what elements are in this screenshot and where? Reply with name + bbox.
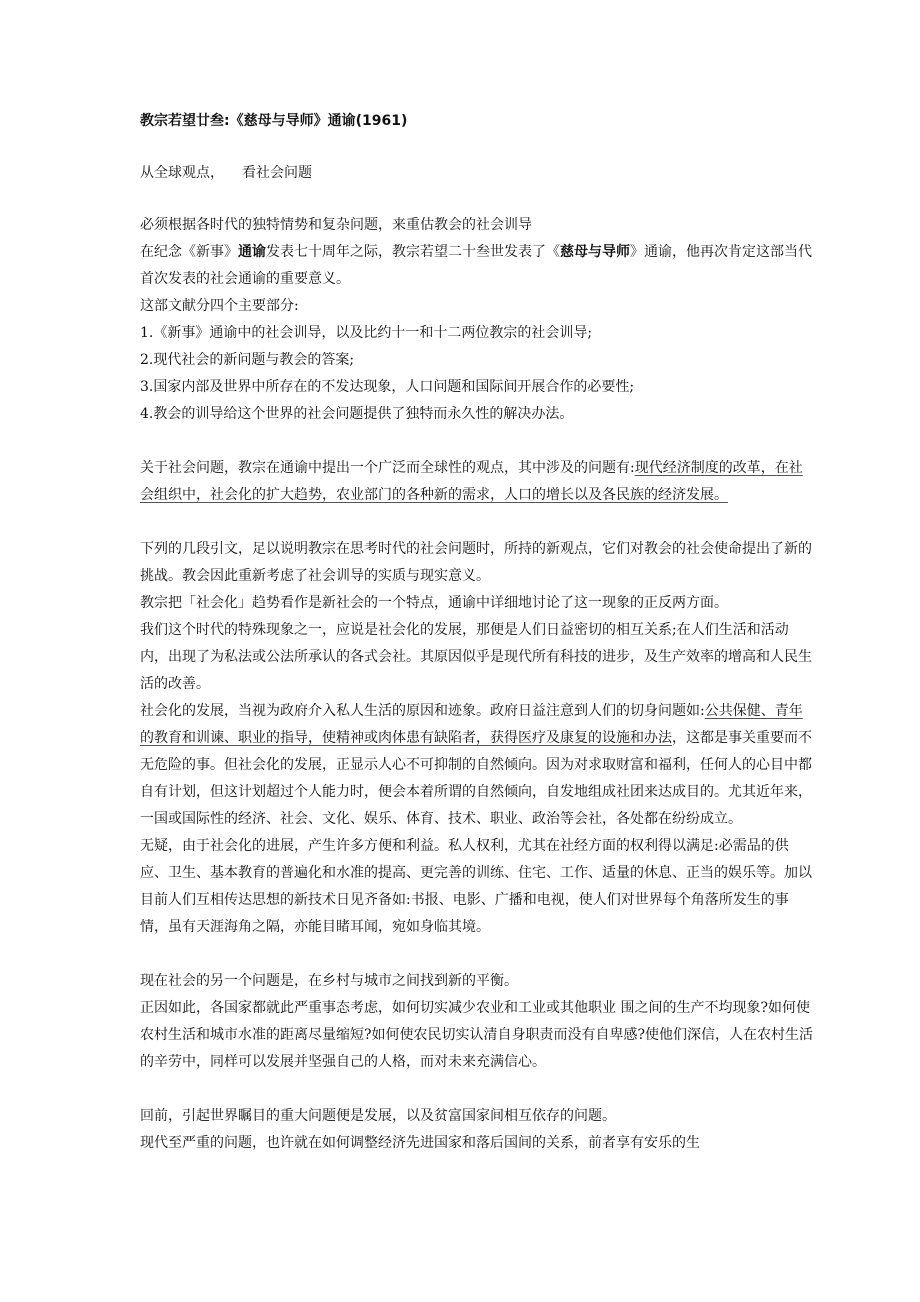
socialization-section [140, 536, 815, 941]
document-subtitle [140, 160, 815, 186]
document-title: 教宗若望廿叁:《慈母与导师》通谕(1961) [140, 113, 408, 129]
development-lead: 回前，引起世界瞩目的重大问题便是发展，以及贫富国家间相互依存的问题。 [140, 1108, 616, 1124]
subtitle-part-1: 从全球观点， [140, 165, 224, 181]
document-page [140, 108, 815, 1157]
subtitle-part-2: 看社会问题 [242, 165, 312, 181]
socialization-phenomenon: 我们这个时代的特殊现象之一，应说是社会化的发展，那便是人们日益密切的相互关系;在人们生活和活动内，出现了为私法或公法所承认的各式会社。其原因似乎是现代所有科技的进步，及生产效率的增高和人民生活的改善。 [140, 622, 812, 692]
underlined-services: 公共保健、青年的教育和训谏、职业的指导，使精神或肉体患有缺陷者，获得医疗及康复的设施和办法 [140, 703, 803, 746]
list-item: 1.《新事》通谕中的社会训导，以及比约十一和十二两位教宗的社会训导; [140, 325, 593, 341]
global-view-paragraph: 关于社会问题，教宗在通谕中提出一个广泛而全球性的观点，其中涉及的问题有:现代经济制度的改革，在社会组织中，社会化的扩大趋势，农业部门的各种新的需求，人口的增长以及各民族的经济发展。 [140, 460, 803, 503]
intro-section [140, 212, 815, 428]
underlined-topics: 现代经济制度的改革，在社会组织中，社会化的扩大趋势，农业部门的各种新的需求，人口的增长以及各民族的经济发展。 [140, 460, 803, 503]
citations-paragraph: 下列的几段引文，足以说明教宗在思考时代的社会问题时，所持的新观点，它们对教会的社会使命提出了新的挑战。教会因此重新考虑了社会训导的实质与现实意义。 [140, 541, 812, 584]
intro-heading: 必须根据各时代的独特情势和复杂问题，来重估教会的社会训导 [140, 217, 532, 233]
rural-urban-section [140, 968, 815, 1076]
intro-paragraph: 在纪念《新事》通谕发表七十周年之际，教宗若望二十叁世发表了《慈母与导师》通谕，他再次肯定这部当代首次发表的社会通谕的重要意义。 [140, 244, 812, 287]
development-paragraph: 现代至严重的问题，也许就在如何调整经济先进国家和落后国间的关系，前者享有安乐的生 [140, 1135, 700, 1151]
socialization-intro: 教宗把「社会化」趋势看作是新社会的一个特点，通谕中详细地讨论了这一现象的正反两方面。 [140, 595, 728, 611]
intro-parts-lead: 这部文献分四个主要部分: [140, 298, 299, 314]
rural-urban-paragraph: 正因如此，各国家都就此严重事态考虑，如何切实减少农业和工业或其他职业 围之间的生产不均现象?如何使农村生活和城市水准的距离尽量缩短?如何使农民切实认清自身职责而没有自卑感?使他们深信，人在农村生活的辛劳中，同样可以发展并坚强自己的人格，而对未来充满信心。 [140, 1000, 814, 1070]
rural-urban-lead: 现在社会的另一个问题是，在乡村与城市之间找到新的平衡。 [140, 973, 518, 989]
list-item: 4.教会的训导给这个世界的社会问题提供了独特而永久性的解决办法。 [140, 406, 574, 422]
list-item: 3.国家内部及世界中所存在的不发达现象，人口问题和国际间开展合作的必要性; [140, 379, 635, 395]
government-intervention: 社会化的发展，当视为政府介入私人生活的原因和迹象。政府日益注意到人们的切身问题如:公共保健、青年的教育和训谏、职业的指导，使精神或肉体患有缺陷者，获得医疗及康复的设施和办法，这都是事关重要而不无危险的事。但社会化的发展，正显示人心不可抑制的自然倾向。因为对求取财富和福利，任何人的心目中都自有计划，但这计划超过个人能力时，便会本着所谓的自然倾向，自发地组成社团来达成目的。尤其近年来，一国或国际性的经济、社会、文化、娱乐、体育、技术、职业、政治等会社，各处都在纷纷成立。 [140, 703, 812, 827]
list-item: 2.现代社会的新问题与教会的答案; [140, 352, 355, 368]
development-section [140, 1103, 815, 1157]
socialization-benefits: 无疑，由于社会化的进展，产生许多方便和利益。私人权利，尤其在社经方面的权利得以满足:必需品的供应、卫生、基本教育的普遍化和水准的提高、更完善的训练、住宅、工作、适量的休息、正当的娱乐等。加以目前人们互相传达思想的新技术日见齐备如:书报、电影、广播和电视，使人们对世界每个角落所发生的事情，虽有天涯海角之隔，亦能目睹耳闻，宛如身临其境。 [140, 838, 812, 935]
global-view-section [140, 455, 815, 509]
